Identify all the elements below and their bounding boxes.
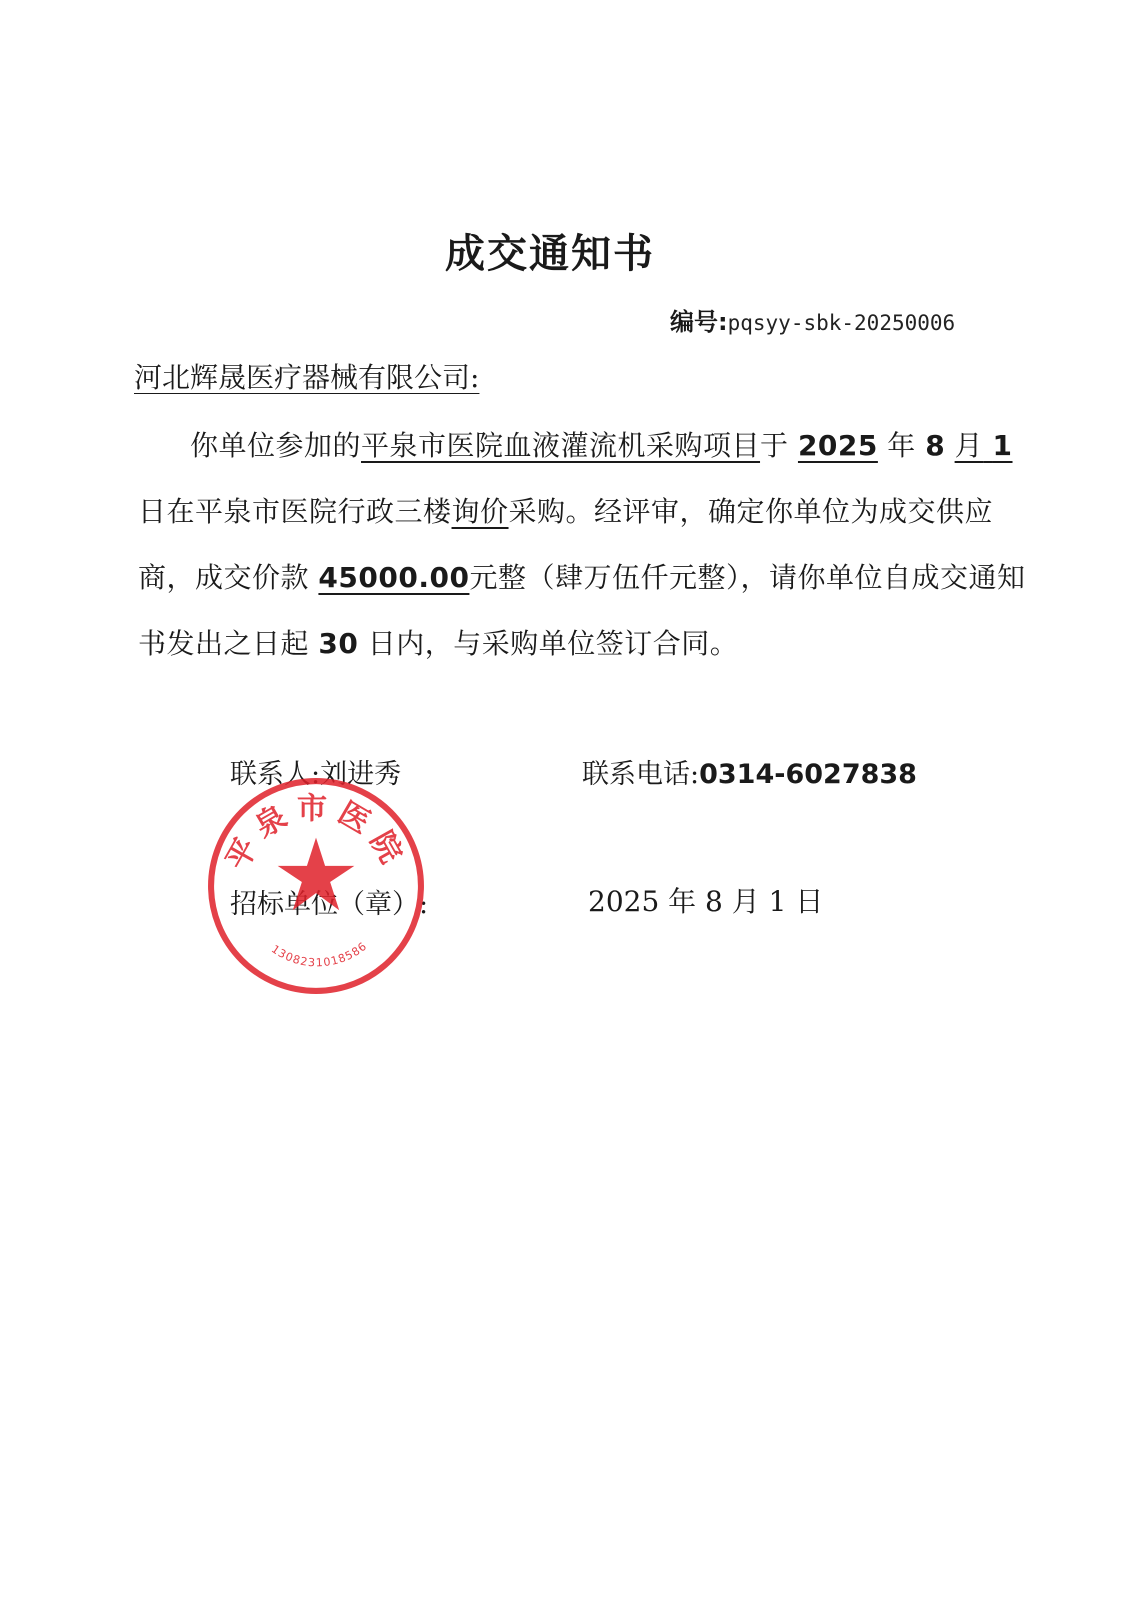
body-text: 于 (760, 429, 789, 462)
body-line-2 (138, 490, 993, 530)
body-text: 你单位参加的 (190, 429, 362, 462)
body-text: 书发出之日起 (138, 627, 310, 660)
body-text: 元整（肆万伍仟元整），请你单位自成交通知 (469, 561, 1026, 594)
award-day: 1 (992, 429, 1013, 462)
award-amount: 45000.00 (318, 561, 470, 594)
issue-date: 2025 年 8 月 1 日 (588, 885, 824, 918)
award-month-day (955, 429, 1013, 462)
project-name: 平泉市医院血液灌流机采购项目 (361, 429, 761, 462)
contact-label: 联系人: (230, 759, 321, 790)
contact-name: 刘进秀 (320, 759, 402, 790)
seal-star-icon (278, 838, 355, 911)
award-month: 8 (925, 429, 946, 462)
body-line-3 (138, 556, 1025, 596)
phone-label: 联系电话: (582, 759, 700, 790)
contact-phone (582, 752, 917, 791)
body-text: 日在平泉市医院行政三楼 (138, 495, 452, 528)
official-seal-icon (205, 775, 427, 997)
contract-days: 30 (318, 627, 359, 660)
phone-value: 0314-6027838 (699, 759, 917, 790)
document-title: 成交通知书 (445, 230, 655, 277)
addressee: 河北辉晟医疗器械有限公司: (134, 361, 480, 394)
body-text: 年 (887, 429, 916, 462)
body-text: 月 (954, 429, 984, 462)
issuer-label: 招标单位（章）: (230, 889, 429, 920)
body-text: 日内，与采购单位签订合同。 (367, 627, 739, 660)
document-number-value: pqsyy-sbk-20250006 (727, 311, 956, 335)
seal-code-text: 1308231018586 (268, 939, 370, 970)
document-number-label: 编号: (670, 308, 728, 336)
body-line-1 (190, 424, 1013, 464)
document-number (670, 302, 955, 337)
seal-name-text: 平泉市医院 (219, 791, 413, 877)
body-line-4 (138, 622, 738, 662)
procurement-method: 询价 (451, 495, 509, 528)
body-text: 商，成交价款 (138, 561, 310, 594)
award-year: 2025 (797, 429, 878, 462)
body-text: 采购。经评审，确定你单位为成交供应 (508, 495, 994, 528)
